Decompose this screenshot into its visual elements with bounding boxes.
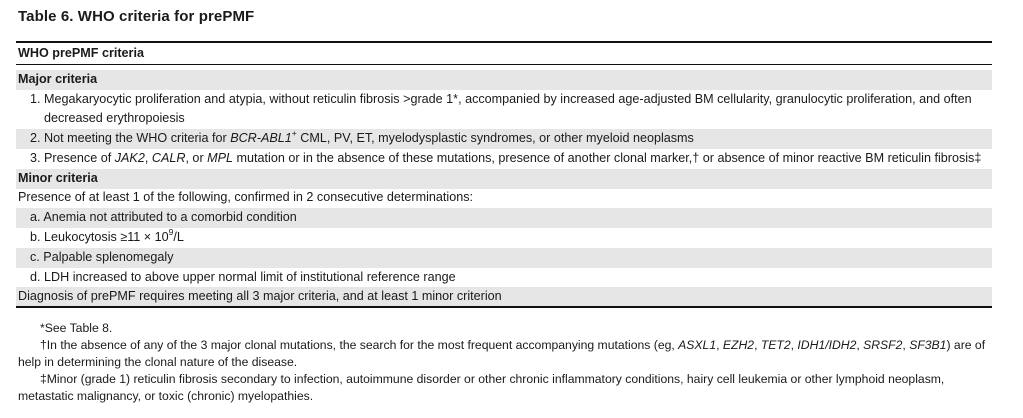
major-item-3-sep1: , — [144, 151, 152, 165]
major-item-3-sep2: , or — [185, 151, 208, 165]
major-item-3-pre: Presence of — [44, 151, 115, 165]
footnote-ddagger: ‡Minor (grade 1) reticulin fibrosis secondary to infection, autoimmune disorder or other chronic inflammatory conditions, hairy cell leukemia or other lymphoid neoplasm, metastatic malignancy, or toxic (chronic) myelopathies. — [18, 372, 945, 403]
major-item-2 — [16, 129, 992, 149]
gene-idh1-idh2: IDH1/IDH2 — [797, 338, 857, 352]
gene-ezh2: EZH2 — [722, 338, 755, 352]
minor-item-b-pre: Leukocytosis ≥11 × 10 — [44, 230, 169, 244]
diagnosis-row: Diagnosis of prePMF requires meeting all 3 major criteria, and at least 1 minor criterion — [16, 287, 992, 307]
table-top-rule — [16, 41, 992, 43]
major-item-3 — [16, 149, 992, 169]
major-item-3-number: 3. — [30, 151, 41, 165]
footnote-star: *See Table 8. — [40, 321, 113, 335]
table-title: Table 6. WHO criteria for prePMF — [18, 8, 255, 25]
major-item-2-pre: Not meeting the WHO criteria for — [44, 131, 231, 145]
minor-item-a-label: a. — [30, 210, 41, 224]
footnote-dagger-post: ) are of help in determining the clonal nature of the disease. — [18, 338, 986, 369]
minor-criteria-heading: Minor criteria — [16, 169, 992, 189]
minor-item-b-label: b. — [30, 230, 41, 244]
table-header-rule — [16, 64, 992, 65]
minor-item-d — [16, 268, 992, 288]
minor-item-b — [16, 228, 992, 248]
minor-item-b-post: /L — [173, 230, 184, 244]
major-item-2-post: CML, PV, ET, myelodysplastic syndromes, or other myeloid neoplasms — [296, 131, 694, 145]
major-criteria-heading: Major criteria — [16, 70, 992, 90]
table-subheader: WHO prePMF criteria — [18, 46, 144, 60]
minor-criteria-intro: Presence of at least 1 of the following, confirmed in 2 consecutive determinations: — [18, 190, 474, 204]
minor-item-b-exponent: 9 — [168, 226, 174, 237]
major-item-2-number: 2. — [30, 131, 41, 145]
minor-item-a-text: Anemia not attributed to a comorbid condition — [43, 210, 297, 224]
table-bottom-rule — [16, 306, 992, 308]
minor-item-d-label: d. — [30, 270, 41, 284]
footnote-dagger: †In the absence of any of the 3 major clonal mutations, the search for the most frequent accompanying mutations (eg, ASXL1, EZH2, TET2, IDH1/IDH2, SRSF2, SF3B1) are of help in determining the clonal nature of the disease. — [18, 338, 986, 369]
major-item-1-line1 — [16, 90, 992, 110]
gene-srsf2: SRSF2 — [863, 338, 903, 352]
gene-sf3b1: SF3B1 — [909, 338, 947, 352]
minor-item-c-label: c. — [30, 250, 40, 264]
minor-item-c-text: Palpable splenomegaly — [43, 250, 174, 264]
minor-item-c — [16, 248, 992, 268]
minor-item-a — [16, 208, 992, 228]
gene-bcr-abl1: BCR-ABL1 — [230, 131, 292, 145]
gene-tet2: TET2 — [760, 338, 791, 352]
major-item-1-line2: decreased erythropoiesis — [44, 111, 185, 125]
major-item-3-post: mutation or in the absence of these mutations, presence of another clonal marker,† or absence of minor reactive BM reticulin fibrosis‡ — [233, 151, 982, 165]
major-item-1-number: 1. — [30, 92, 41, 106]
gene-jak2: JAK2 — [114, 151, 145, 165]
minor-item-d-text: LDH increased to above upper normal limit of institutional reference range — [44, 270, 456, 284]
major-item-1-text: Megakaryocytic proliferation and atypia, without reticulin fibrosis >grade 1*, accompanied by increased age-adjusted BM cellularity, granulocytic proliferation, and often — [44, 92, 972, 106]
gene-calr: CALR — [151, 151, 186, 165]
gene-superscript: + — [291, 127, 297, 138]
footnote-dagger-pre: †In the absence of any of the 3 major clonal mutations, the search for the most frequent accompanying mutations (eg, — [40, 338, 679, 352]
gene-asxl1: ASXL1 — [678, 338, 717, 352]
gene-mpl: MPL — [207, 151, 234, 165]
